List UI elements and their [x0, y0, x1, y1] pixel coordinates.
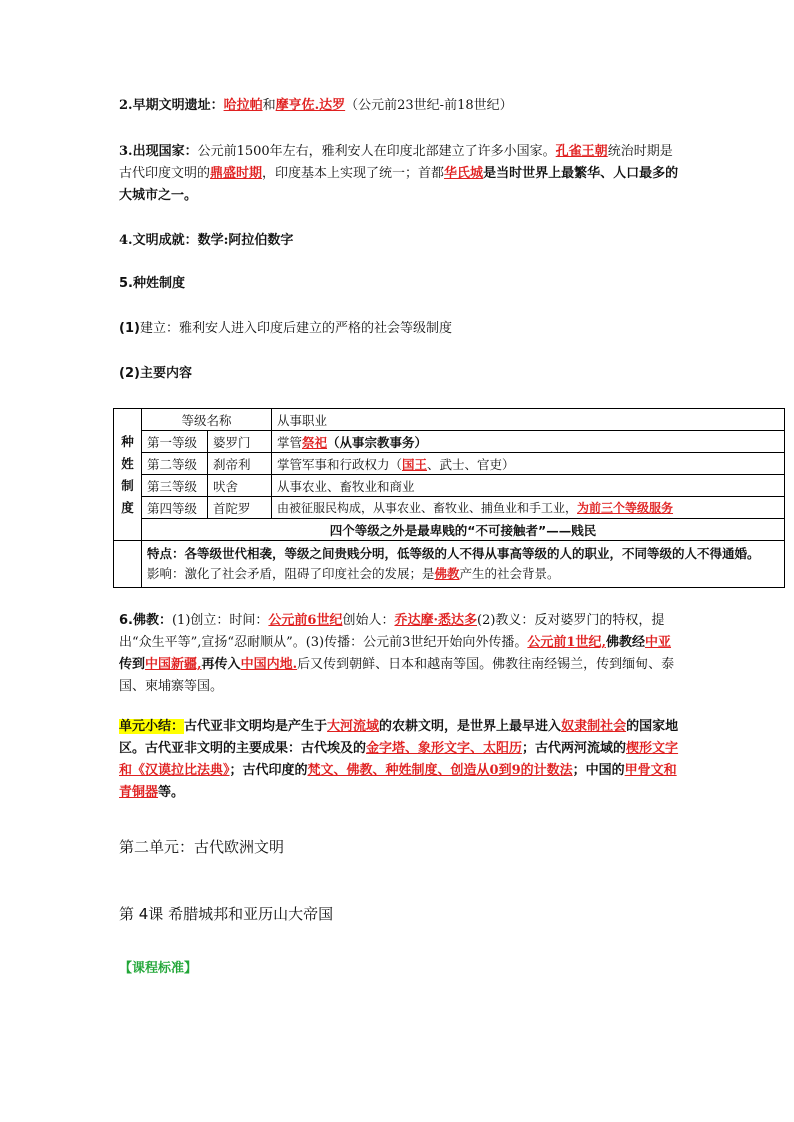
table-row: 第一等级 婆罗门 掌管祭祀（从事宗教事务）	[114, 431, 785, 453]
table-row-untouchable: 四个等级之外是最卑贱的“不可接触者”——贱民	[114, 519, 785, 541]
section-2-sites: 2.早期文明遗址：哈拉帕和摩亨佐.达罗（公元前23世纪-前18世纪）	[119, 98, 513, 113]
unit-2-title: 第二单元：古代欧洲文明	[119, 838, 285, 856]
course-standard-label: 【课程标准】	[119, 961, 198, 976]
table-row: 第三等级 吠舍 从事农业、畜牧业和商业	[114, 475, 785, 497]
section-4-achievements: 4.文明成就：数学:阿拉伯数字	[119, 233, 294, 248]
section-5-title: 5.种姓制度	[119, 276, 185, 291]
header-job: 从事职业	[272, 409, 785, 431]
section-5-item-1: (1)建立：雅利安人进入印度后建立的严格的社会等级制度	[119, 321, 452, 336]
section-5-item-2: (2)主要内容	[119, 366, 192, 381]
table-row: 第四等级 首陀罗 由被征服民构成，从事农业、畜牧业、捕鱼业和手工业，为前三个等级服务	[114, 497, 785, 519]
unit-summary: 单元小结：古代亚非文明均是产生于大河流域的农耕文明，是世界上最早进入奴隶制社会的国家地区。古代亚非文明的主要成果：古代埃及的金字塔、象形文字、太阳历；古代两河流域的楔形文字和《汉谟拉比法典》；古代印度的梵文、佛教、种姓制度、创造从0到9的计数法；中国的甲骨文和青铜器等。	[119, 719, 679, 800]
caste-side-label: 种 姓 制 度	[114, 409, 142, 541]
table-header-row	[114, 409, 785, 431]
section-6-buddhism: 6.佛教：(1)创立：时间：公元前6世纪创始人：乔达摩·悉达多(2)教义：反对婆罗门的特权，提出“众生平等”,宣扬“忍耐顺从”。(3)传播：公元前3世纪开始向外传播。公元前1世纪,佛教经中亚传到中国新疆,再传入中国内地.后又传到朝鲜、日本和越南等国。佛教往南经锡兰，传到缅甸、泰国、柬埔寨等国。	[119, 613, 675, 694]
lesson-4-title: 第 4课 希腊城邦和亚历山大帝国	[119, 905, 334, 923]
table-row-notes: 特点：各等级世代相袭，等级之间贵贱分明，低等级的人不得从事高等级的人的职业，不同等级的人不得通婚。 影响：激化了社会矛盾，阻碍了印度社会的发展；是佛教产生的社会背景。	[114, 541, 785, 588]
section-3-states: 3.出现国家：公元前1500年左右，雅利安人在印度北部建立了许多小国家。孔雀王朝统治时期是古代印度文明的鼎盛时期，印度基本上实现了统一；首都华氏城是当时世界上最繁华、人口最多的大城市之一。	[119, 144, 679, 203]
header-grade: 等级名称	[142, 409, 272, 431]
table-row: 第二等级 刹帝利 掌管军事和行政权力（国王、武士、官吏）	[114, 453, 785, 475]
caste-system-table	[113, 408, 785, 588]
